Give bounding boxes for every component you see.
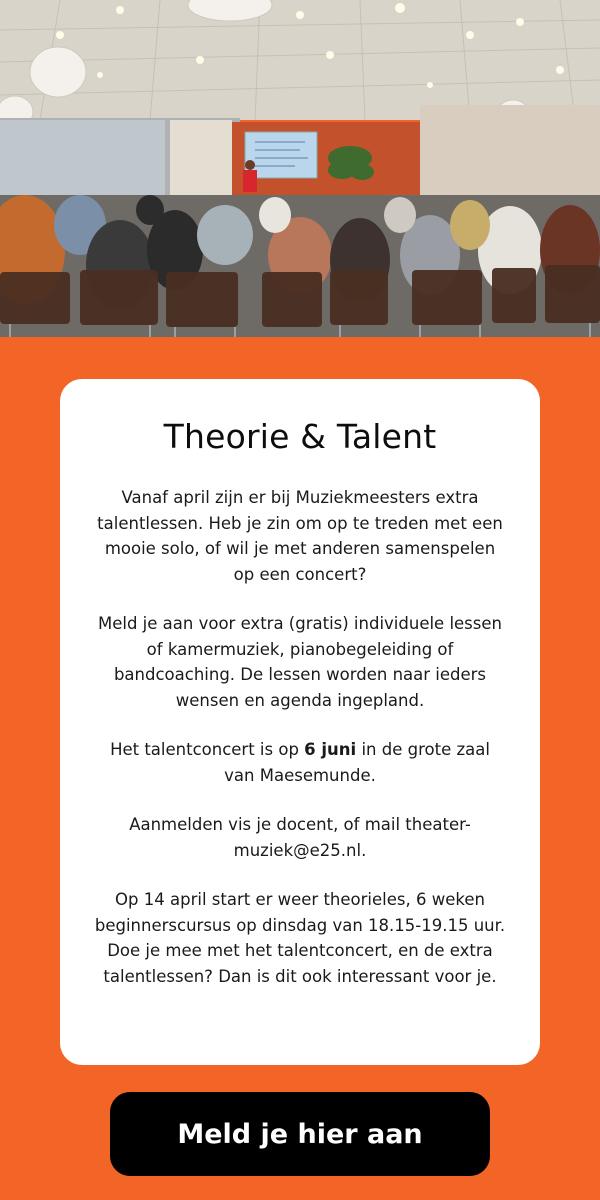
intro-paragraph: Vanaf april zijn er bij Muziekmeesters extra talentlessen. Heb je zin om op te treden met een mooie solo, of wil je met anderen samenspelen op een concert? [97,488,503,584]
concert-text-before: Het talentconcert is op [110,740,305,759]
card-body [94,485,506,989]
info-card [60,379,540,1065]
lessons-paragraph: Meld je aan voor extra (gratis) individuele lessen of kamermuziek, pianobegeleiding of bandcoaching. De lessen worden naar ieders wensen en agenda ingepland. [97,614,502,710]
card-title: Theorie & Talent [163,417,437,456]
signup-button[interactable]: Meld je hier aan [110,1092,490,1176]
concert-text-after: in de grote zaal van Maesemunde. [224,740,490,785]
theory-paragraph: Op 14 april start er weer theorieles, 6 weken beginnerscursus op dinsdag van 18.15-19.15 uur. Doe je mee met het talentconcert, en de extra talentlessen? Dan is dit ook interessant voor je. [94,890,506,986]
concert-date: 6 juni [304,740,357,759]
hero-photo [0,0,600,337]
concert-paragraph [94,737,506,788]
audience-hall-photo [0,0,600,337]
signup-paragraph: Aanmelden vis je docent, of mail theater-muziek@e25.nl. [129,815,471,860]
